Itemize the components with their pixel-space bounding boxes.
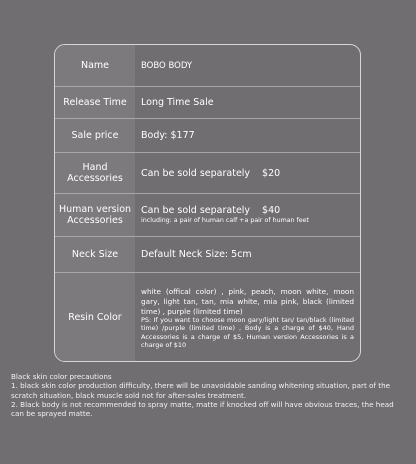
label-neck-size: Neck Size [55,237,135,272]
row-name [55,45,360,86]
value-sale-price [135,119,360,152]
row-release-time [55,87,360,118]
release-time-text: Long Time Sale [141,97,214,108]
human-accessories-note: including: a pair of human calf +a pair of human feet [141,217,309,225]
value-human-accessories [135,194,360,236]
notes-title: Black skin color precautions [11,372,112,381]
value-hand-accessories [135,153,360,193]
neck-size-text: Default Neck Size: 5cm [141,249,252,260]
resin-color-ps: PS: If you want to choose moon gary/light tan/ tan/black (limited time) /purple (limited time) , Body is a charge of $40, Hand Accessories is a charge of $5, Human version Accessories is a charge of $10 [141,316,354,349]
row-hand-accessories [55,153,360,193]
row-resin-color [55,273,360,362]
label-resin-color: Resin Color [55,273,135,362]
label-hand-accessories: Hand Accessories [55,153,135,193]
name-value-text: BOBO BODY [141,60,193,71]
label-human-accessories: Human version Accessories [55,194,135,236]
value-resin-color [135,273,360,362]
value-release-time [135,87,360,118]
resin-color-list: white (offical color) , pink, peach, moon white, moon gary, light tan, tan, mia white, mia pink, black (limited time) , purple (limited time) [141,287,354,316]
hand-accessories-price: $20 [262,167,281,179]
notes-item-1: 1. black skin color production difficulty, there will be unavoidable sanding whitening situation, part of the scratch situation, black muscle sold not for after-sales treatment. [11,381,391,400]
spec-table [54,44,361,362]
row-sale-price [55,119,360,152]
human-accessories-text: Can be sold separately [141,205,251,217]
row-human-accessories [55,194,360,236]
label-sale-price: Sale price [55,119,135,152]
label-name: Name [55,45,135,86]
human-accessories-line [141,205,360,216]
sale-price-text: Body: $177 [141,130,195,141]
human-accessories-price: $40 [262,205,281,217]
precautions-notes [11,372,407,419]
label-release-time: Release Time [55,87,135,118]
row-neck-size [55,237,360,272]
value-name [135,45,360,86]
hand-accessories-text: Can be sold separately [141,167,251,179]
value-neck-size [135,237,360,272]
notes-item-2: 2. Black body is not recommended to spray matte, matte if knocked off will have obvious traces, the head can be sprayed matte. [11,400,394,419]
hand-accessories-line [141,168,360,179]
